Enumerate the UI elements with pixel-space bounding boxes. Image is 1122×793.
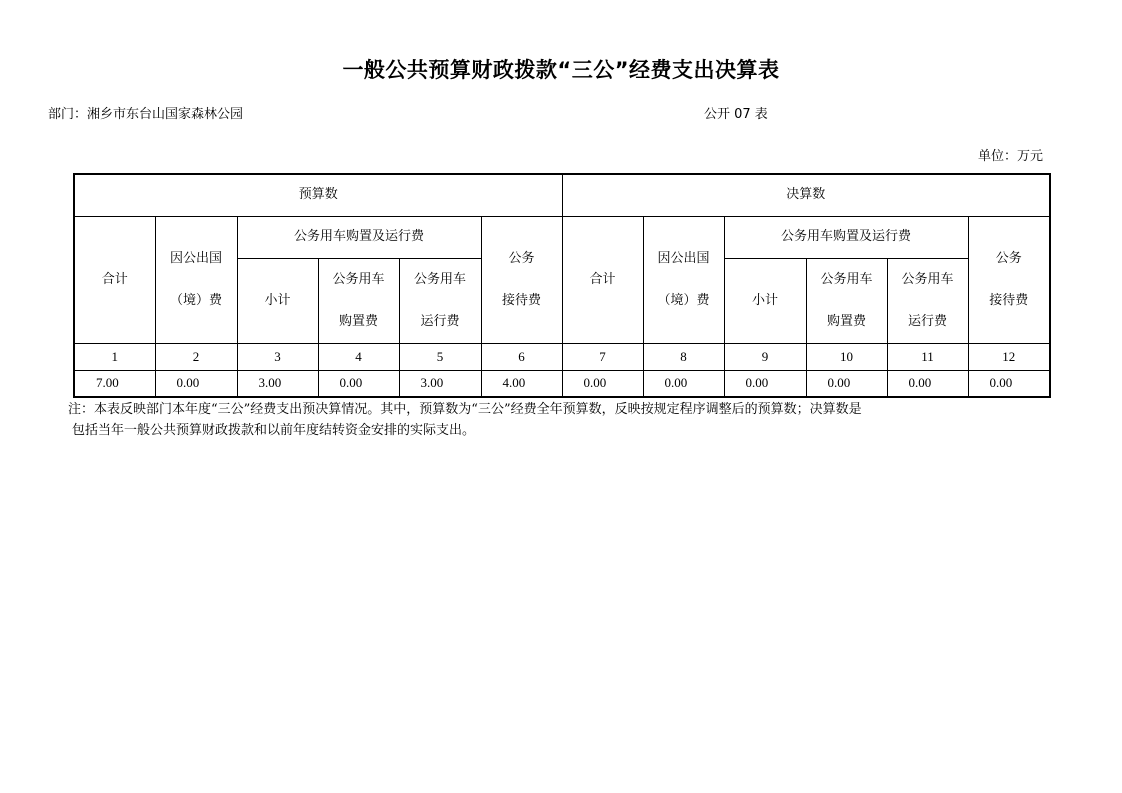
budget-abroad-header [155, 216, 237, 343]
column-number: 4 [318, 343, 399, 370]
value-cell: 7.00 [74, 370, 155, 397]
value-cell: 0.00 [724, 370, 806, 397]
column-number: 11 [887, 343, 968, 370]
reception-label-1: 公务 [508, 250, 535, 266]
final-operation-header [887, 258, 968, 343]
reception-label-1: 公务 [995, 250, 1022, 266]
reception-label-2: 接待费 [989, 292, 1029, 308]
final-subtotal-header: 小计 [724, 258, 806, 343]
footnote [68, 399, 1078, 441]
operation-label-2: 运行费 [908, 313, 948, 329]
column-number: 3 [237, 343, 318, 370]
budget-header: 预算数 [74, 174, 562, 216]
three-public-expenses-table [73, 173, 1051, 398]
column-number: 2 [155, 343, 237, 370]
value-cell: 0.00 [643, 370, 724, 397]
column-number: 1 [74, 343, 155, 370]
budget-vehicle-group-header: 公务用车购置及运行费 [237, 216, 481, 258]
value-cell: 0.00 [318, 370, 399, 397]
column-number-row [74, 343, 1050, 370]
abroad-label-1: 因公出国 [169, 250, 222, 266]
department-label: 部门：湘乡市东台山国家森林公园 [48, 107, 244, 122]
column-number: 7 [562, 343, 643, 370]
column-number: 8 [643, 343, 724, 370]
final-reception-header [968, 216, 1050, 343]
budget-subtotal-header: 小计 [237, 258, 318, 343]
column-number: 6 [481, 343, 562, 370]
column-number: 5 [399, 343, 481, 370]
operation-label-1: 公务用车 [901, 271, 954, 287]
value-row [74, 370, 1050, 397]
operation-label-1: 公务用车 [413, 271, 466, 287]
purchase-label-1: 公务用车 [332, 271, 385, 287]
column-number: 10 [806, 343, 887, 370]
final-header: 决算数 [562, 174, 1050, 216]
final-abroad-header [643, 216, 724, 343]
budget-total-header: 合计 [74, 216, 155, 343]
reception-label-2: 接待费 [502, 292, 542, 308]
purchase-label-2: 购置费 [827, 313, 867, 329]
abroad-label-2: （境）费 [657, 292, 710, 308]
value-cell: 3.00 [237, 370, 318, 397]
column-number: 9 [724, 343, 806, 370]
value-cell: 4.00 [481, 370, 562, 397]
budget-operation-header [399, 258, 481, 343]
budget-reception-header [481, 216, 562, 343]
value-cell: 3.00 [399, 370, 481, 397]
abroad-label-2: （境）费 [169, 292, 222, 308]
value-cell: 0.00 [968, 370, 1050, 397]
page-title: 一般公共预算财政拨款“三公”经费支出决算表 [342, 58, 780, 82]
purchase-label-1: 公务用车 [820, 271, 873, 287]
value-cell: 0.00 [887, 370, 968, 397]
footnote-line-1: 注：本表反映部门本年度“三公”经费支出预决算情况。其中，预算数为“三公”经费全年预算数，反映按规定程序调整后的预算数；决算数是 [68, 402, 862, 417]
purchase-label-2: 购置费 [338, 313, 378, 329]
final-purchase-header [806, 258, 887, 343]
value-cell: 0.00 [806, 370, 887, 397]
budget-purchase-header [318, 258, 399, 343]
column-number: 12 [968, 343, 1050, 370]
form-number: 公开 07 表 [704, 107, 768, 122]
footnote-line-2: 包括当年一般公共预算财政拨款和以前年度结转资金安排的实际支出。 [72, 423, 476, 438]
abroad-label-1: 因公出国 [657, 250, 710, 266]
value-cell: 0.00 [155, 370, 237, 397]
value-cell: 0.00 [562, 370, 643, 397]
final-total-header: 合计 [562, 216, 643, 343]
unit-label: 单位：万元 [978, 149, 1044, 164]
final-vehicle-group-header: 公务用车购置及运行费 [724, 216, 968, 258]
operation-label-2: 运行费 [420, 313, 460, 329]
